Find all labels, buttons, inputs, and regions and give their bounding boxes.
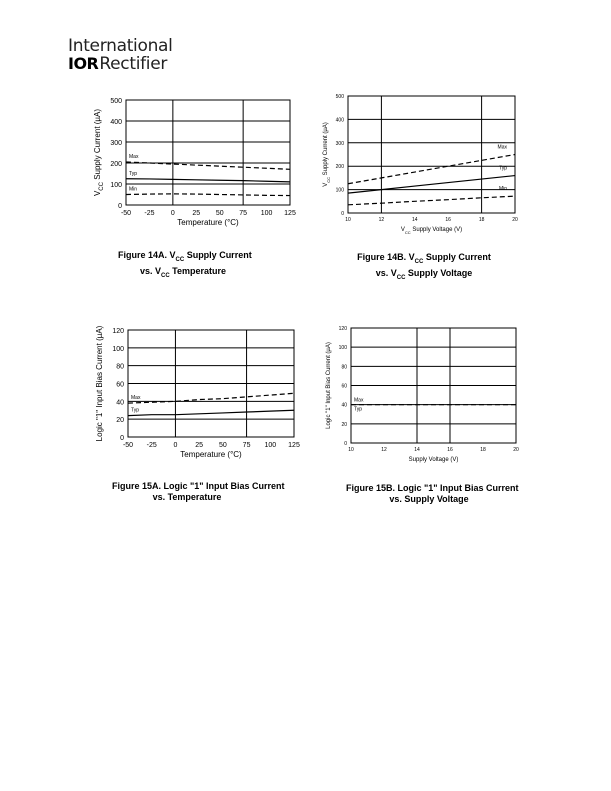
chart-fig15b bbox=[318, 318, 528, 473]
y-tick-label: 300 bbox=[110, 140, 122, 147]
x-tick-label: 16 bbox=[447, 447, 453, 453]
y-tick-label: 100 bbox=[112, 345, 124, 353]
y-tick-label: 100 bbox=[110, 182, 122, 189]
caption-fig14b-s1: CC bbox=[414, 258, 424, 265]
x-tick-label: 0 bbox=[170, 210, 175, 217]
y-tick-label: 80 bbox=[116, 363, 124, 371]
series-label: Typ bbox=[354, 406, 363, 413]
caption-fig14b-l1: Figure 14B. V bbox=[357, 252, 415, 262]
x-tick-label: 125 bbox=[284, 210, 296, 217]
x-tick-label: 75 bbox=[239, 210, 248, 217]
series-label: Typ bbox=[498, 165, 507, 172]
series-label: Max bbox=[354, 397, 364, 404]
caption-fig14b-l2: vs. V bbox=[375, 267, 397, 278]
caption-fig14b-l1b: Supply Current bbox=[423, 252, 491, 262]
series-label: Max bbox=[131, 395, 141, 402]
caption-fig14a-s1: CC bbox=[175, 256, 185, 263]
y-tick-label: 120 bbox=[338, 326, 347, 332]
series-label: Max bbox=[497, 144, 507, 151]
x-tick-label: 14 bbox=[412, 217, 418, 223]
x-tick-label: 10 bbox=[348, 447, 354, 453]
caption-fig15b-l2: vs. Supply Voltage bbox=[389, 494, 469, 504]
x-tick-label: 20 bbox=[512, 217, 518, 223]
caption-fig14a-l1: Figure 14A. V bbox=[118, 250, 176, 260]
plot-frame bbox=[348, 96, 515, 213]
y-tick-label: 100 bbox=[335, 187, 344, 194]
series-line-min bbox=[126, 194, 290, 196]
y-tick-label: 80 bbox=[341, 364, 347, 371]
y-tick-label: 40 bbox=[116, 399, 124, 407]
y-tick-label: 0 bbox=[120, 435, 124, 442]
x-tick-label: -50 bbox=[120, 210, 132, 217]
y-tick-label: 0 bbox=[341, 211, 344, 217]
y-tick-label: 60 bbox=[341, 383, 347, 390]
x-axis-label: Temperature (°C) bbox=[180, 450, 242, 459]
x-tick-label: 18 bbox=[480, 447, 486, 453]
y-tick-label: 20 bbox=[116, 417, 124, 425]
x-tick-label: 50 bbox=[218, 442, 227, 449]
x-tick-label: 75 bbox=[242, 442, 251, 449]
x-tick-label: 25 bbox=[192, 210, 201, 217]
y-tick-label: 100 bbox=[338, 345, 347, 352]
x-tick-label: 0 bbox=[173, 442, 178, 449]
series-label: Min bbox=[498, 186, 507, 193]
caption-fig15a-l1: Figure 15A. Logic "1" Input Bias Current bbox=[112, 481, 285, 491]
caption-fig14a-l2: vs. V bbox=[139, 265, 161, 276]
y-tick-label: 200 bbox=[110, 161, 122, 168]
x-axis-label: Supply Voltage (V) bbox=[408, 457, 459, 463]
y-tick-label: 300 bbox=[335, 140, 344, 147]
y-axis-label: $V_{CC}$ Supply Current (µA) bbox=[92, 108, 105, 197]
y-tick-label: 0 bbox=[118, 203, 122, 210]
chart-fig14b bbox=[318, 88, 528, 243]
series-label: Typ bbox=[129, 170, 138, 177]
series-line-max bbox=[348, 155, 515, 184]
y-tick-label: 120 bbox=[112, 328, 124, 335]
x-axis-label: Temperature (°C) bbox=[177, 218, 239, 227]
caption-fig15b bbox=[346, 483, 519, 505]
caption-fig14a bbox=[118, 250, 252, 282]
series-label: Max bbox=[129, 153, 139, 160]
chart-fig14a bbox=[70, 88, 300, 238]
y-tick-label: 40 bbox=[341, 402, 347, 409]
y-tick-label: 500 bbox=[110, 98, 122, 105]
x-tick-label: -50 bbox=[122, 442, 134, 449]
x-tick-label: 125 bbox=[288, 442, 300, 449]
y-tick-label: 200 bbox=[335, 164, 344, 171]
x-tick-label: -25 bbox=[144, 210, 155, 217]
series-line-typ bbox=[348, 176, 515, 194]
y-tick-label: 400 bbox=[335, 117, 344, 124]
y-tick-label: 60 bbox=[116, 381, 124, 389]
y-axis-label: Logic "1" Input Bias Current (µA) bbox=[326, 342, 332, 429]
x-tick-label: 16 bbox=[445, 217, 451, 223]
caption-fig14a-l1b: Supply Current bbox=[184, 250, 252, 260]
y-axis-label: $V_{CC}$ Supply Current (µA) bbox=[323, 122, 331, 187]
caption-fig14b bbox=[354, 252, 494, 284]
logo-wordmark-international: International bbox=[68, 36, 173, 56]
x-tick-label: 25 bbox=[195, 442, 204, 449]
caption-fig15a bbox=[112, 481, 285, 503]
x-tick-label: 14 bbox=[414, 447, 420, 453]
plot-frame bbox=[126, 100, 290, 205]
x-axis-label: $V_{CC}$ Supply Voltage (V) bbox=[400, 227, 463, 235]
x-tick-label: 100 bbox=[264, 442, 277, 449]
caption-fig14a-s2: CC bbox=[160, 272, 170, 279]
y-axis-label: Logic "1" Input Bias Current (µA) bbox=[94, 325, 104, 442]
caption-fig15a-l2: vs. Temperature bbox=[152, 492, 222, 502]
x-tick-label: 12 bbox=[378, 217, 385, 223]
x-tick-label: 100 bbox=[260, 210, 273, 217]
series-line-typ bbox=[128, 407, 294, 415]
caption-fig14a-l2b: Temperature bbox=[169, 265, 227, 276]
series-label: Min bbox=[129, 186, 138, 193]
series-label: Typ bbox=[131, 407, 140, 414]
x-tick-label: 50 bbox=[215, 210, 224, 217]
y-tick-label: 0 bbox=[344, 441, 347, 447]
logo-wordmark-rectifier: Rectifier bbox=[99, 54, 168, 74]
x-tick-label: 12 bbox=[381, 447, 387, 453]
x-tick-label: 18 bbox=[478, 217, 485, 223]
y-tick-label: 20 bbox=[341, 421, 347, 428]
x-tick-label: -25 bbox=[146, 442, 157, 449]
series-line-min bbox=[348, 196, 515, 205]
x-tick-label: 10 bbox=[345, 217, 351, 223]
caption-fig15b-l1: Figure 15B. Logic "1" Input Bias Current bbox=[346, 483, 519, 493]
y-tick-label: 400 bbox=[110, 119, 122, 126]
series-line-typ bbox=[126, 179, 290, 182]
caption-fig14b-s2: CC bbox=[396, 274, 406, 281]
y-tick-label: 500 bbox=[335, 94, 344, 100]
logo-ior-mark: IOR bbox=[68, 54, 99, 73]
caption-fig14b-l2b: Supply Voltage bbox=[405, 267, 473, 278]
company-logo bbox=[68, 36, 173, 74]
chart-fig15a bbox=[70, 318, 300, 473]
x-tick-label: 20 bbox=[513, 447, 519, 453]
